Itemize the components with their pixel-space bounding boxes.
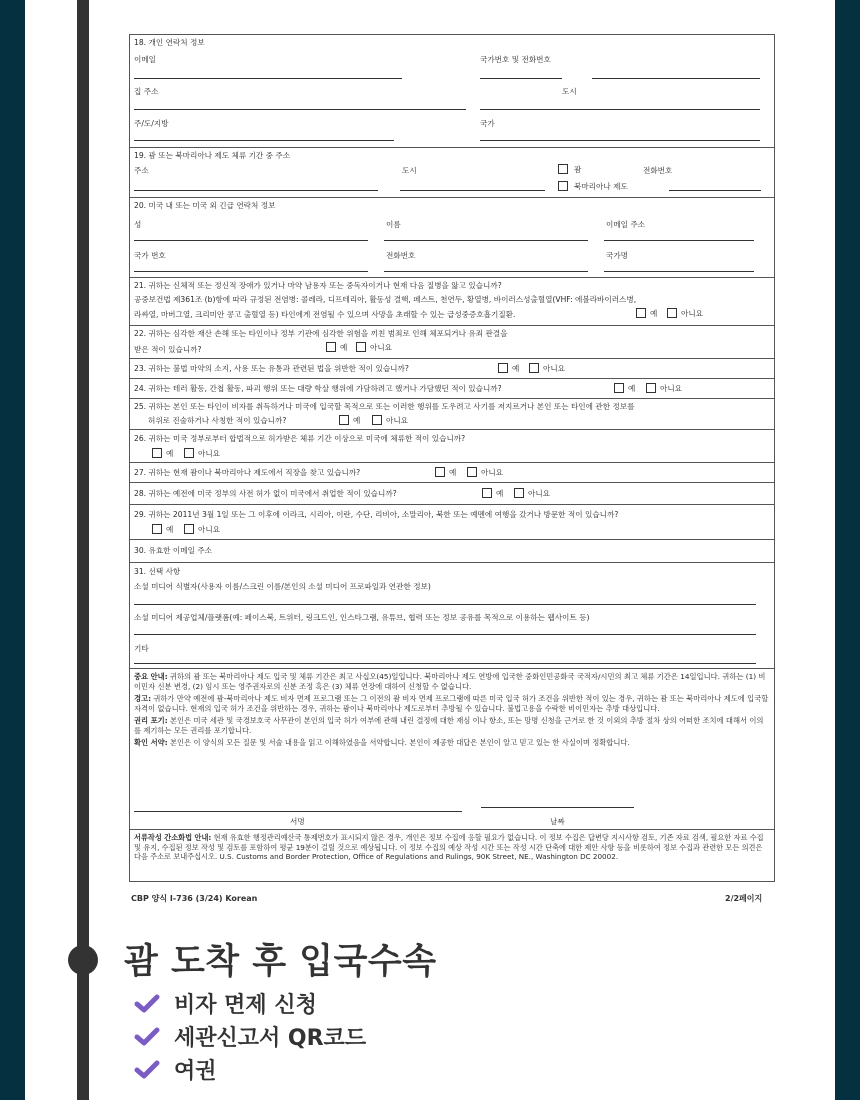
country-code-field[interactable]: [480, 78, 562, 79]
check-icon: [134, 993, 160, 1013]
question-28: [130, 483, 774, 505]
label-phone: 전화번호: [643, 166, 673, 175]
question-22: [130, 326, 774, 359]
home-address-field[interactable]: [134, 109, 466, 110]
waiver-text: 본인은 미국 세관 및 국경보호국 사무관이 본인의 입국 허가 여부에 관해 내린 결정에 대한 재심 이나 항소, 또는 망명 신청을 근거로 한 것 이외의 추방 절차 상의 어떠한 조치에 대해서 이의를 제기하는 모든 권리를 포기합니다.: [134, 716, 764, 735]
label-phone: 전화번호: [386, 251, 416, 260]
label-no: 아니요: [543, 364, 566, 373]
label-yes: 예: [340, 343, 348, 352]
label-yes: 예: [512, 364, 520, 373]
question-text: 27. 귀하는 현재 괌이나 북마리아나 제도에서 직장을 찾고 있습니까?: [134, 468, 361, 477]
label-given-name: 이름: [386, 220, 401, 229]
paperwork-reduction-notice: [130, 830, 774, 881]
question-text: 24. 귀하는 테러 활동, 간첩 활동, 파괴 행위 또는 대량 학살 행위에 가담하려고 했거나 가담했던 적이 있습니까?: [134, 384, 502, 393]
label-yes: 예: [166, 525, 174, 534]
ec-country-name-field[interactable]: [604, 271, 754, 272]
ec-country-code-field[interactable]: [134, 271, 368, 272]
label-no: 아니요: [528, 489, 551, 498]
question-text: 23. 귀하는 불법 마약의 소지, 사용 또는 유통과 관련된 법을 위반한 적이 있습니까?: [134, 364, 409, 373]
section-title: 18. 개인 연락처 정보: [134, 38, 205, 47]
checklist-label: 비자 면제 신청: [174, 992, 317, 1018]
checkbox-yes[interactable]: [326, 342, 336, 352]
question-29: [130, 505, 774, 540]
label-social-provider: 소셜 미디어 제공업체/플랫폼(예: 페이스북, 트위터, 링크드인, 인스타그램, 유튜브, 협력 또는 정보 공유를 목적으로 이용하는 웹사이트 등): [134, 613, 590, 622]
check-icon: [134, 1059, 160, 1079]
warning-label: 경고:: [134, 694, 152, 703]
section-31-optional: [130, 563, 774, 669]
ec-surname-field[interactable]: [134, 240, 368, 241]
label-guam: 괌: [574, 165, 582, 174]
question-text: 30. 유효한 이메일 주소: [134, 546, 213, 555]
label-yes: 예: [628, 384, 636, 393]
question-text: 라싸열, 마버그열, 크리미안 콩고 출혈열 등) 타인에게 전염될 수 있으며 사망을 초래할 수 있는 급성중증호흡기질환.: [134, 310, 516, 319]
ec-phone-field[interactable]: [384, 271, 588, 272]
label-city: 도시: [402, 166, 417, 175]
question-text: 26. 귀하는 미국 정부로부터 합법적으로 허가받은 체류 기간 이상으로 미국에 체류한 적이 있습니까?: [134, 434, 466, 443]
section-19-stay-address: [130, 148, 774, 198]
label-no: 아니요: [660, 384, 683, 393]
city-field[interactable]: [480, 109, 760, 110]
email-field[interactable]: [134, 78, 402, 79]
label-social-id: 소셜 미디어 식별자(사용자 이름/스크린 이름/본인의 소셜 미디어 프로파일과 연관한 정보): [134, 582, 431, 591]
ec-email-field[interactable]: [604, 240, 754, 241]
checkbox-yes[interactable]: [636, 308, 646, 318]
label-date: 날짜: [550, 817, 565, 826]
label-other: 기타: [134, 644, 149, 653]
country-field[interactable]: [480, 140, 760, 141]
label-phone: 국가번호 및 전화번호: [480, 55, 551, 64]
section-18-personal-contact: [130, 35, 774, 148]
i736-form-page: [129, 34, 775, 882]
label-no: 아니요: [198, 449, 221, 458]
stay-city-field[interactable]: [400, 190, 545, 191]
label-yes: 예: [353, 416, 361, 425]
checkbox-no[interactable]: [356, 342, 366, 352]
checkbox-guam[interactable]: [558, 164, 568, 174]
label-address: 주소: [134, 166, 149, 175]
timeline-line: [77, 0, 89, 1100]
question-text: 28. 귀하는 예전에 미국 정부의 사전 허가 없이 미국에서 취업한 적이 있습니까?: [134, 489, 397, 498]
checkbox-no[interactable]: [372, 415, 382, 425]
notice-and-signature: [130, 669, 774, 830]
label-country-name: 국가명: [606, 251, 629, 260]
checkbox-no[interactable]: [529, 363, 539, 373]
paperwork-text: [134, 833, 770, 862]
checklist-label: 세관신고서 QR코드: [174, 1025, 367, 1051]
label-city: 도시: [562, 87, 577, 96]
label-no: 아니요: [681, 309, 704, 318]
label-cnmi: 북마리아나 제도: [574, 182, 628, 191]
label-yes: 예: [650, 309, 658, 318]
question-21: [130, 278, 774, 326]
page-number: 2/2페이지: [725, 894, 763, 903]
checkbox-no[interactable]: [467, 467, 477, 477]
phone-field[interactable]: [592, 78, 760, 79]
label-no: 아니요: [481, 468, 504, 477]
section-20-emergency-contact: [130, 198, 774, 278]
ec-given-name-field[interactable]: [384, 240, 588, 241]
checklist-item: [134, 1054, 217, 1084]
checkbox-yes[interactable]: [435, 467, 445, 477]
check-icon: [134, 1026, 160, 1046]
label-email: 이메일: [134, 55, 157, 64]
notice-text: [134, 672, 770, 750]
date-field[interactable]: [481, 807, 634, 808]
other-field[interactable]: [134, 663, 756, 664]
section-title: 19. 괌 또는 북마리아나 제도 체류 기간 중 주소: [134, 151, 291, 160]
label-country-code: 국가 번호: [134, 251, 166, 260]
important-text: 귀하의 괌 또는 북마리아나 제도 입국 및 체류 기간은 최고 사십오(45)일입니다. 북마리아나 제도 연방에 입국한 중화인민공화국 국적자/시민의 최고 체류 기간은 14일입니다. 귀하는 (1) 비이민자 신분 변경, (2) 임시 또는 영주권자로의 신분 조정 혹은 (3) 체류 연장에 대하여 신청할 수 없습니다.: [134, 672, 766, 691]
checkbox-no[interactable]: [646, 383, 656, 393]
question-text: 허위로 진술하거나 사칭한 적이 있습니까?: [148, 416, 287, 425]
state-field[interactable]: [134, 140, 394, 141]
label-email: 이메일 주소: [606, 220, 646, 229]
question-text: 25. 귀하는 본인 또는 타인이 비자를 취득하거나 미국에 입국할 목적으로 또는 이러한 행위를 도우려고 사기를 저지르거나 본인 또는 타인에 관한 정보를: [134, 402, 635, 411]
social-id-field[interactable]: [134, 604, 756, 605]
question-text: 29. 귀하는 2011년 3월 1일 또는 그 이후에 이라크, 시리아, 이란, 수단, 리비아, 소말리아, 북한 또는 예멘에 여행을 갔거나 방문한 적이 있습니까?: [134, 510, 619, 519]
label-surname: 성: [134, 220, 142, 229]
question-26: [130, 430, 774, 463]
question-text: 공중보건법 제361조 (b)항에 따라 규정된 전염병: 콜레라, 디프테리아, 활동성 결핵, 페스트, 천연두, 황열병, 바이러스성출혈열(VHF: 에볼라바이러스병,: [134, 295, 637, 304]
section-title: 20. 미국 내 또는 미국 외 긴급 연락처 정보: [134, 201, 276, 210]
label-country: 국가: [480, 119, 495, 128]
stay-address-field[interactable]: [134, 190, 378, 191]
right-frame-bar: [835, 0, 860, 1100]
label-state: 주/도/지방: [134, 119, 169, 128]
label-signature: 서명: [290, 817, 305, 826]
label-yes: 예: [496, 489, 504, 498]
label-no: 아니요: [198, 525, 221, 534]
certification-label: 확인 서약:: [134, 738, 168, 747]
left-frame-bar: [0, 0, 25, 1100]
label-yes: 예: [449, 468, 457, 477]
question-text: 21. 귀하는 신체적 또는 정신적 장애가 있거나 마약 남용자 또는 중독자이거나 현재 다음 질병을 앓고 있습니까?: [134, 281, 502, 290]
checkbox-yes[interactable]: [339, 415, 349, 425]
checkbox-yes[interactable]: [614, 383, 624, 393]
label-no: 아니요: [370, 343, 393, 352]
checkbox-yes[interactable]: [482, 488, 492, 498]
question-27: [130, 463, 774, 483]
form-id: CBP 양식 I-736 (3/24) Korean: [131, 894, 258, 903]
paperwork-body: 현재 유효한 행정관리예산국 통제번호가 표시되지 않은 경우, 개인은 정보 수집에 응할 필요가 없습니다. 이 정보 수집은 답변당 지시사항 검토, 기존 자료 검색, 필요한 자료 수집 및 유지, 수집된 정보 작성 및 검토를 포함하여 평균 19분이 걸릴 것으로 예상됩니다. 이 정보 수집의 예상 작성 시간 또는 작성 시간 단축에 대한 제안 사항 등을 비롯하여 정보 수집과 관련한 모든 의견은 다음 주소로 보내주십시오. U.S. Customs and Border Protection, Office of Regulations and Rulings, 90K Street, NE., Washington DC 20002.: [134, 833, 764, 862]
timeline-dot: [68, 945, 98, 975]
question-text: 22. 귀하는 심각한 재산 손해 또는 타인이나 정부 기관에 심각한 위험을 끼친 범죄로 인해 체포되거나 유죄 판결을: [134, 329, 508, 338]
checkbox-yes[interactable]: [152, 524, 162, 534]
question-25: [130, 399, 774, 430]
checkbox-yes[interactable]: [498, 363, 508, 373]
checkbox-no[interactable]: [184, 524, 194, 534]
checkbox-cnmi[interactable]: [558, 181, 568, 191]
label-yes: 예: [166, 449, 174, 458]
warning-text: 귀하가 만약 예전에 괌-북마리아나 제도 비자 면제 프로그램 또는 그 이전의 괌 비자 면제 프로그램에 따른 미국 입국 허가 조건을 위반한 적이 있는 경우, 귀하는 괌 또는 북마리아나 제도에 입국할 자격이 없습니다. 현재의 입국 허가 조건을 위반하는 경우, 귀하는 괌이나 북마리아나 제도로부터 추방될 수 있습니다. 불법고용을 수락한 비이민자는 추방 대상입니다.: [134, 694, 769, 713]
social-provider-field[interactable]: [134, 634, 756, 635]
waiver-label: 권리 포기:: [134, 716, 168, 725]
checklist-item: [134, 988, 317, 1018]
question-24: [130, 379, 774, 399]
question-30-email: [130, 540, 774, 563]
checkbox-no[interactable]: [514, 488, 524, 498]
label-home-address: 집 주소: [134, 87, 159, 96]
label-no: 아니요: [386, 416, 409, 425]
question-text: 받은 적이 있습니까?: [134, 345, 202, 354]
checkbox-yes[interactable]: [152, 448, 162, 458]
section-title: 31. 선택 사항: [134, 567, 181, 576]
stay-phone-field[interactable]: [669, 190, 761, 191]
paperwork-label: 서류작성 간소화법 안내:: [134, 833, 212, 842]
checklist-label: 여권: [174, 1058, 217, 1084]
checklist-item: [134, 1021, 366, 1051]
signature-field[interactable]: [134, 811, 462, 812]
section-heading: 괌 도착 후 입국수속: [124, 942, 437, 982]
checkbox-no[interactable]: [667, 308, 677, 318]
certification-text: 본인은 이 양식의 모든 질문 및 서술 내용을 읽고 이해하였음을 서약합니다. 본인이 제공한 대답은 본인이 알고 믿고 있는 한 사실이며 정확합니다.: [167, 738, 630, 747]
checkbox-no[interactable]: [184, 448, 194, 458]
important-label: 중요 안내:: [134, 672, 168, 681]
question-23: [130, 359, 774, 379]
